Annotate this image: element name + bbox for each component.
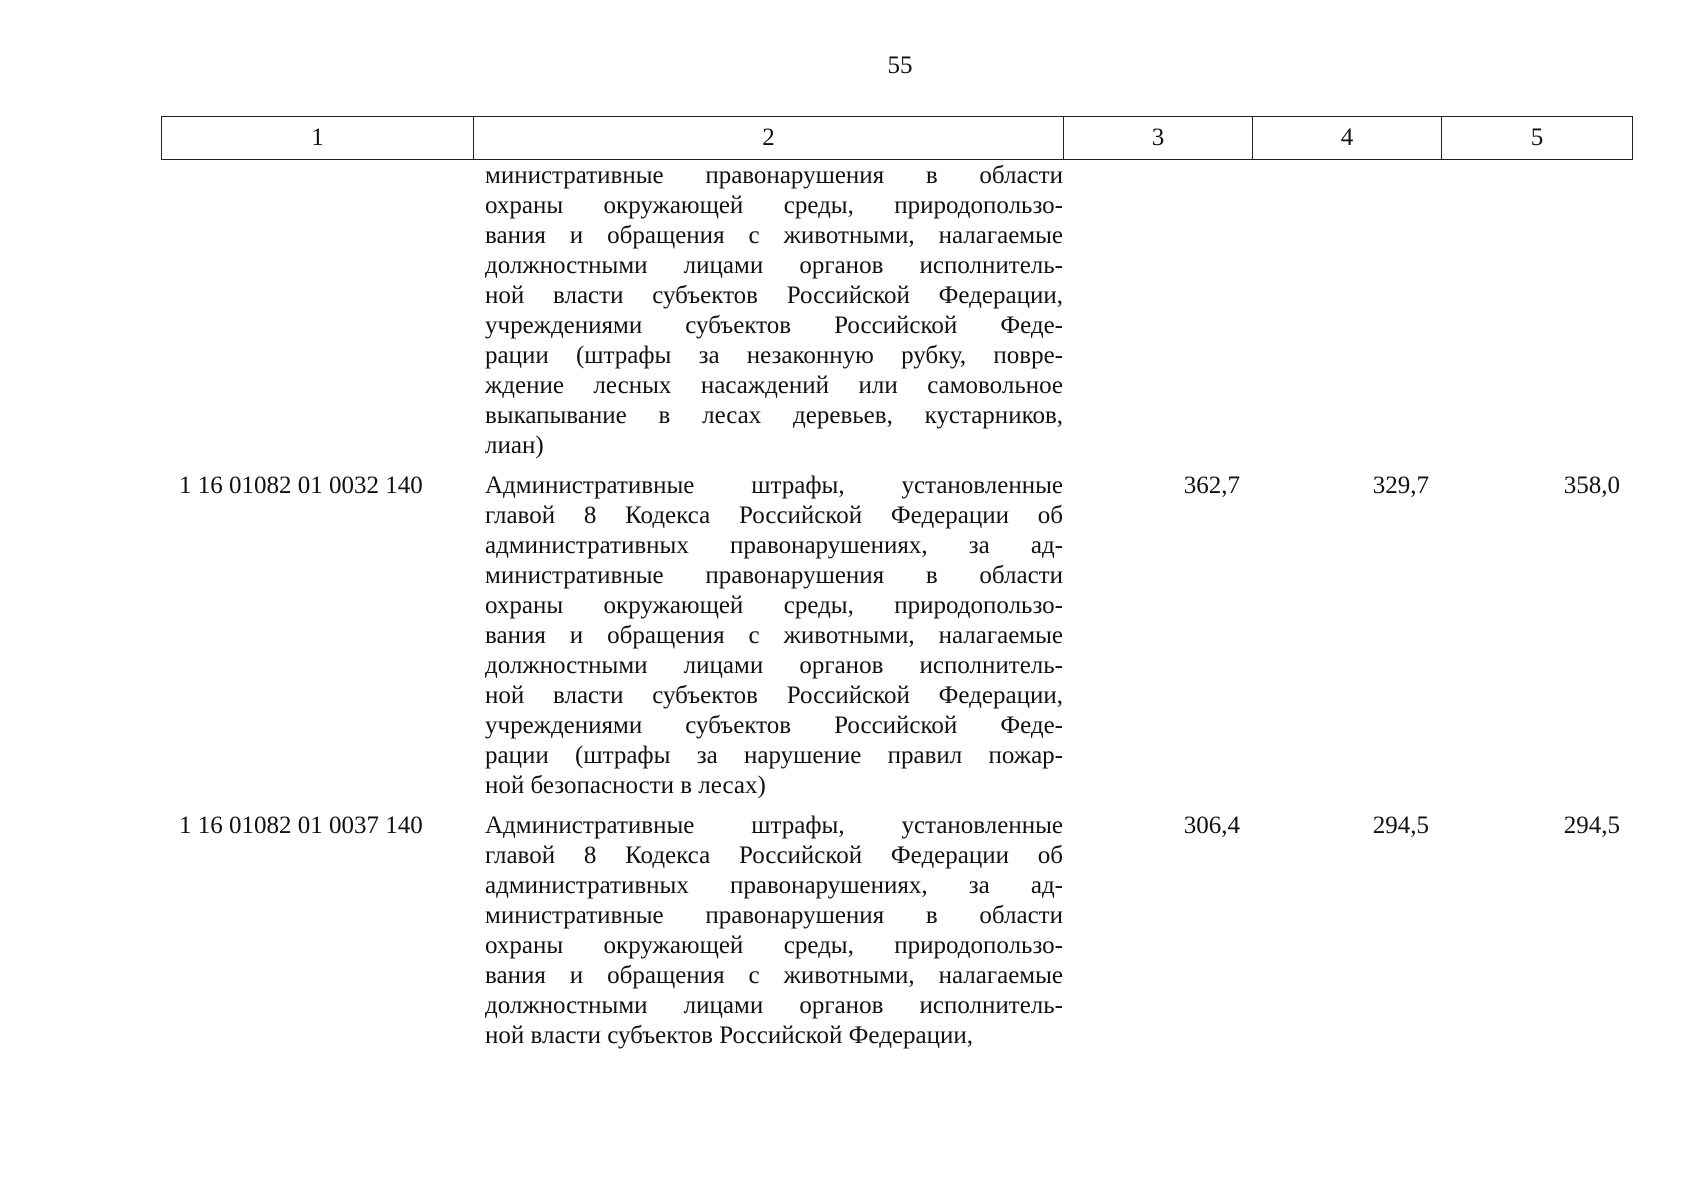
header-cell-4: 4 [1253, 117, 1442, 160]
table-row [161, 471, 1632, 801]
table-header [161, 116, 1633, 160]
row-value-col-4: 329,7 [1372, 472, 1429, 499]
description-line: охраны окружающей среды, природопользо- [485, 592, 1063, 619]
description-line: вания и обращения с животными, налагаемые [485, 622, 1063, 649]
description-line: ждение лесных насаждений или самовольное [485, 372, 1063, 399]
description-line: должностными лицами органов исполнитель- [485, 252, 1063, 279]
description-line: министративные правонарушения в области [485, 162, 1063, 189]
description-line: административных правонарушениях, за ад- [485, 872, 1063, 899]
description-line: ной власти субъектов Российской Федерации, [485, 682, 1063, 709]
description-line: Административные штрафы, установленные [485, 472, 1063, 499]
description-line: вания и обращения с животными, налагаемые [485, 222, 1063, 249]
description-line: учреждениями субъектов Российской Феде- [485, 312, 1063, 339]
row-value-col-3: 306,4 [1183, 812, 1240, 839]
description-line: лиан) [485, 432, 544, 459]
description-line: Административные штрафы, установленные [485, 812, 1063, 839]
description-line: главой 8 Кодекса Российской Федерации об [485, 842, 1063, 869]
table-row [161, 811, 1632, 1051]
description-line: главой 8 Кодекса Российской Федерации об [485, 502, 1063, 529]
row-description [473, 161, 1063, 461]
description-line: административных правонарушениях, за ад- [485, 532, 1063, 559]
description-line: министративные правонарушения в области [485, 902, 1063, 929]
row-code: 1 16 01082 01 0032 140 [179, 472, 423, 499]
table-row [161, 161, 1632, 461]
description-line: министративные правонарушения в области [485, 562, 1063, 589]
description-line: рации (штрафы за нарушение правил пожар- [485, 742, 1063, 769]
description-line: рации (штрафы за незаконную рубку, повре- [485, 342, 1063, 369]
row-value-col-3: 362,7 [1183, 472, 1240, 499]
description-line: вания и обращения с животными, налагаемые [485, 962, 1063, 989]
header-cell-1: 1 [162, 117, 474, 160]
description-line: охраны окружающей среды, природопользо- [485, 192, 1063, 219]
row-value-col-4: 294,5 [1372, 812, 1429, 839]
description-line: должностными лицами органов исполнитель- [485, 652, 1063, 679]
page-number: 55 [887, 52, 913, 79]
description-line: охраны окружающей среды, природопользо- [485, 932, 1063, 959]
header-cell-2: 2 [474, 117, 1064, 160]
description-line: ной власти субъектов Российской Федерации, [485, 282, 1063, 309]
row-value-col-5: 294,5 [1563, 812, 1620, 839]
row-description [473, 471, 1063, 801]
table-body [161, 161, 1632, 1061]
row-value-col-5: 358,0 [1563, 472, 1620, 499]
header-cell-5: 5 [1442, 117, 1633, 160]
description-line: выкапывание в лесах деревьев, кустарников, [485, 402, 1063, 429]
header-cell-3: 3 [1064, 117, 1253, 160]
description-line: ной безопасности в лесах) [485, 772, 766, 799]
description-line: ной власти субъектов Российской Федерации, [485, 1022, 974, 1049]
description-line: должностными лицами органов исполнитель- [485, 992, 1063, 1019]
description-line: учреждениями субъектов Российской Феде- [485, 712, 1063, 739]
row-description [473, 811, 1063, 1051]
row-code: 1 16 01082 01 0037 140 [179, 812, 423, 839]
